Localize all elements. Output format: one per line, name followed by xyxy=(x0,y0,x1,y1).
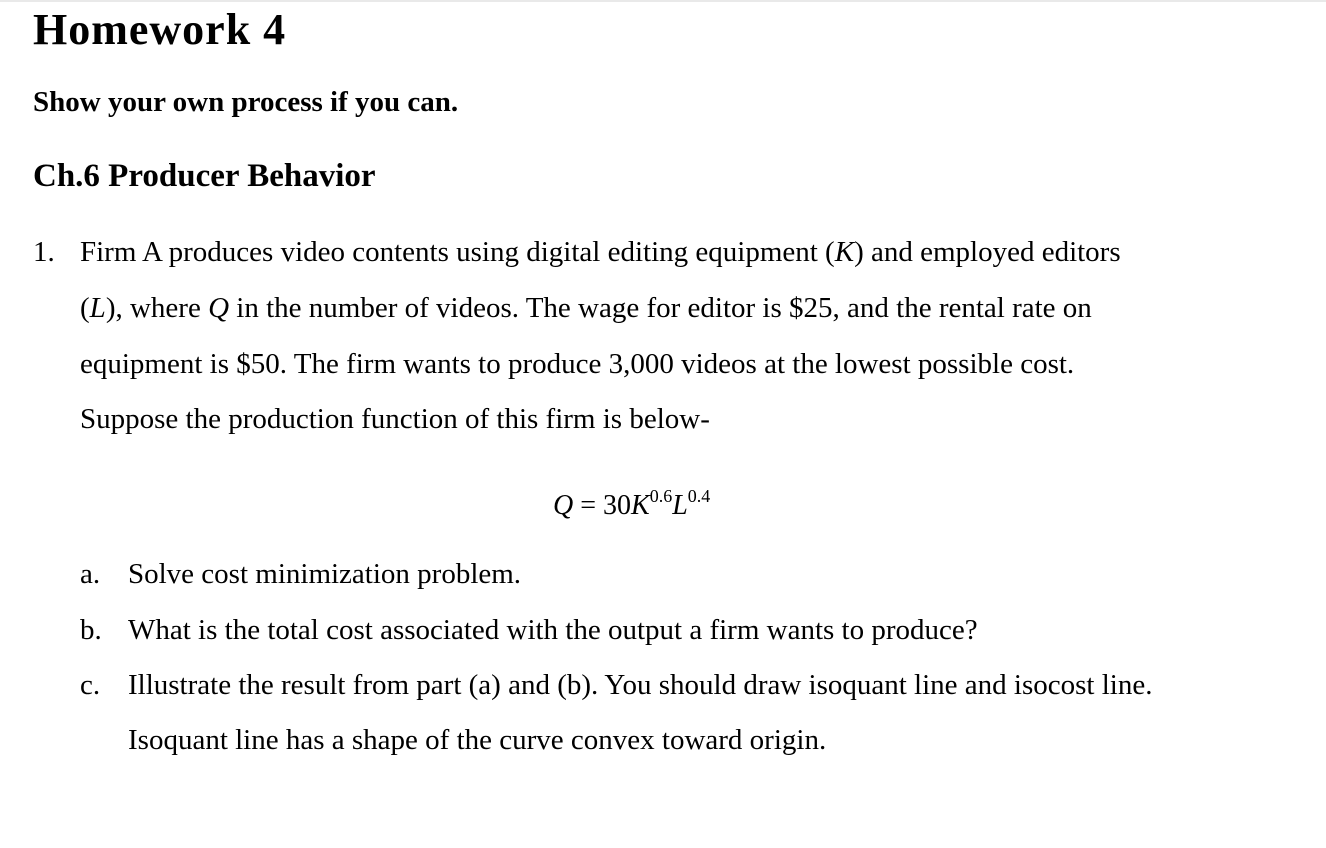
question-number: 1. xyxy=(33,236,55,268)
k-exponent: 0.6 xyxy=(649,486,673,506)
part-c-letter: c. xyxy=(80,669,101,701)
page-title: Homework 4 xyxy=(33,5,287,54)
question-line-1: Firm A produces video contents using digital editing equipment (K) and employed editors xyxy=(80,236,1121,268)
part-a-text: Solve cost minimization problem. xyxy=(128,558,522,590)
var-k: K xyxy=(834,236,855,268)
instruction-text: Show your own process if you can. xyxy=(33,86,459,118)
question-line-3: equipment is $50. The firm wants to produce 3,000 videos at the lowest possible cost. xyxy=(80,348,1075,380)
var-l: L xyxy=(89,292,106,324)
part-b-text: What is the total cost associated with the output a firm wants to produce? xyxy=(128,614,978,646)
l-exponent: 0.4 xyxy=(687,486,711,506)
production-function-formula: $Q = 30K^{0.6}L^{0.4}$ xyxy=(553,486,711,521)
question-line-2: (L), where Q in the number of videos. The wage for editor is $25, and the rental rate on xyxy=(80,292,1092,324)
top-divider xyxy=(0,0,1326,2)
part-b-letter: b. xyxy=(80,614,102,646)
part-a-letter: a. xyxy=(80,558,101,590)
part-c-continuation: Isoquant line has a shape of the curve convex toward origin. xyxy=(128,724,827,756)
question-line-4: Suppose the production function of this firm is below- xyxy=(80,403,710,435)
var-q: Q xyxy=(208,292,230,324)
part-c-text: Illustrate the result from part (a) and (b). You should draw isoquant line and isocost line. xyxy=(128,669,1153,701)
section-heading: Ch.6 Producer Behavior xyxy=(33,158,376,194)
